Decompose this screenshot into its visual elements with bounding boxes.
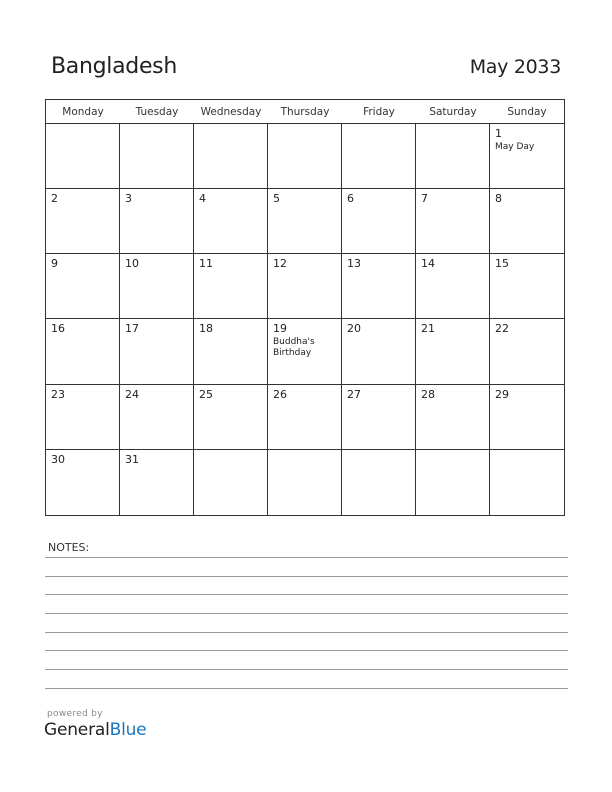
day-number: 20 — [347, 322, 361, 336]
day-number: 11 — [199, 257, 213, 271]
day-cell — [46, 450, 120, 515]
day-cell — [120, 385, 194, 450]
day-number: 4 — [199, 192, 206, 206]
day-number: 17 — [125, 322, 139, 336]
day-number: 9 — [51, 257, 58, 271]
day-cell — [120, 450, 194, 515]
day-number: 27 — [347, 387, 361, 401]
day-cell — [268, 254, 342, 319]
weekday-header: Wednesday — [200, 106, 262, 118]
day-cell — [46, 385, 120, 450]
day-number: 7 — [421, 192, 428, 206]
day-cell — [416, 385, 490, 450]
day-number: 15 — [495, 257, 509, 271]
day-number: 29 — [495, 387, 509, 401]
weekday-header: Tuesday — [135, 106, 179, 118]
powered-by-text: powered by — [47, 709, 103, 719]
country-title: Bangladesh — [51, 54, 177, 79]
day-number: 8 — [495, 192, 502, 206]
day-cell — [194, 450, 268, 515]
day-number: 24 — [125, 387, 139, 401]
day-cell — [120, 189, 194, 254]
day-number: 22 — [495, 322, 509, 336]
day-cell — [490, 189, 564, 254]
day-cell — [416, 124, 490, 189]
holiday-label: Buddha's Birthday — [273, 337, 315, 359]
day-cell — [416, 189, 490, 254]
day-number: 5 — [273, 192, 280, 206]
day-cell — [268, 450, 342, 515]
brand-general-text: General — [44, 720, 110, 740]
day-number: 21 — [421, 322, 435, 336]
day-cell — [194, 254, 268, 319]
day-cell — [490, 124, 564, 189]
day-number: 30 — [51, 452, 65, 466]
day-cell — [416, 450, 490, 515]
day-cell — [342, 450, 416, 515]
note-line — [45, 669, 568, 670]
day-number: 26 — [273, 387, 287, 401]
day-cell — [342, 385, 416, 450]
day-cell — [490, 450, 564, 515]
day-cell — [46, 124, 120, 189]
day-number: 16 — [51, 322, 65, 336]
day-cell — [120, 254, 194, 319]
day-cell — [342, 319, 416, 384]
day-number: 18 — [199, 322, 213, 336]
day-cell — [416, 254, 490, 319]
weekday-header: Sunday — [507, 106, 547, 118]
note-line — [45, 594, 568, 595]
day-cell — [194, 385, 268, 450]
day-cell — [490, 319, 564, 384]
day-cell — [268, 319, 342, 384]
weekday-header: Saturday — [429, 106, 477, 118]
day-cell — [120, 124, 194, 189]
day-number: 2 — [51, 192, 58, 206]
weekday-header: Friday — [363, 106, 395, 118]
note-line — [45, 557, 568, 558]
weekday-header: Thursday — [280, 106, 330, 118]
day-cell — [490, 254, 564, 319]
day-cell — [194, 124, 268, 189]
notes-label: NOTES: — [48, 541, 90, 554]
day-cell — [46, 254, 120, 319]
day-cell — [490, 385, 564, 450]
day-cell — [46, 189, 120, 254]
day-cell — [194, 189, 268, 254]
calendar-grid — [45, 99, 565, 516]
day-number: 10 — [125, 257, 139, 271]
note-line — [45, 576, 568, 577]
day-cells — [46, 124, 564, 515]
brand-blue-text: Blue — [109, 720, 147, 740]
note-line — [45, 650, 568, 651]
day-number: 31 — [125, 452, 139, 466]
day-number: 28 — [421, 387, 435, 401]
day-number: 12 — [273, 257, 287, 271]
day-number: 1 — [495, 127, 502, 140]
day-cell — [46, 319, 120, 384]
day-cell — [416, 319, 490, 384]
day-number: 25 — [199, 387, 213, 401]
note-line — [45, 613, 568, 614]
note-line — [45, 688, 568, 689]
day-cell — [268, 124, 342, 189]
month-year-title: May 2033 — [469, 56, 561, 78]
day-cell — [342, 189, 416, 254]
day-number: 19 — [273, 322, 287, 336]
day-cell — [120, 319, 194, 384]
day-number: 6 — [347, 192, 354, 206]
day-cell — [342, 124, 416, 189]
day-cell — [194, 319, 268, 384]
day-number: 23 — [51, 387, 65, 401]
weekday-header: Monday — [62, 106, 104, 118]
note-line — [45, 632, 568, 633]
weekday-header-row — [46, 100, 564, 124]
day-number: 3 — [125, 192, 132, 206]
day-number: 13 — [347, 257, 361, 271]
day-number: 14 — [421, 257, 435, 271]
day-cell — [268, 189, 342, 254]
holiday-label: May Day — [495, 142, 535, 152]
day-cell — [342, 254, 416, 319]
brand-logo[interactable] — [44, 720, 146, 740]
day-cell — [268, 385, 342, 450]
